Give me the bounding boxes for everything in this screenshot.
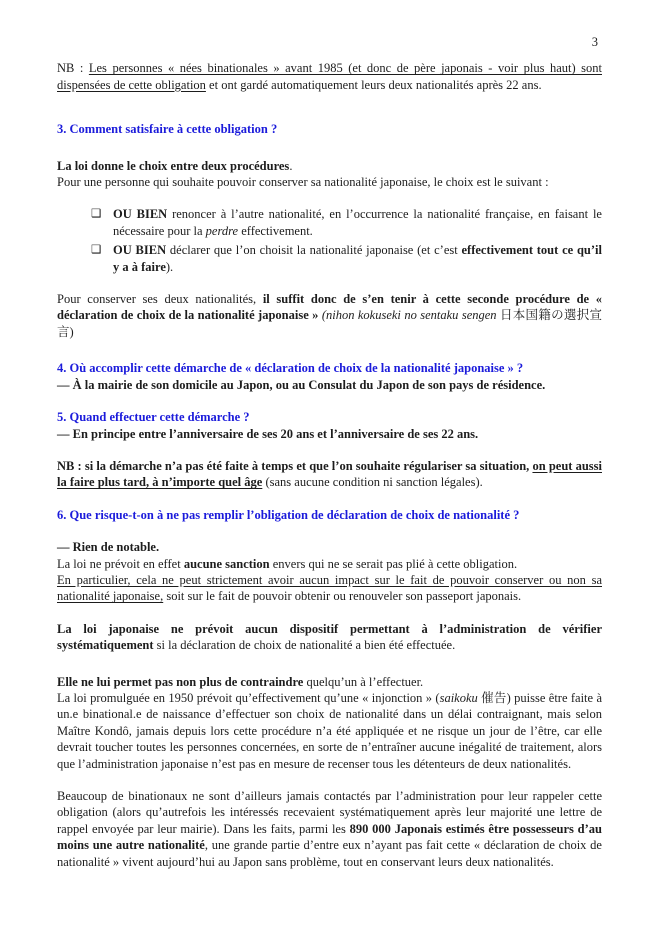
text-run: — Rien de notable. (57, 540, 160, 555)
text-run: 6. Que risque-t-on à ne pas remplir l’obligation de déclaration de choix de nationalité ? (57, 507, 520, 522)
paragraph (57, 556, 602, 572)
text-run: si la déclaration de choix de nationalité a bien été effectuée. (153, 638, 456, 653)
text-run: il suffit donc de s’en tenir à cette seconde procédure de « déclaration de choix de la nationalité japonaise » (57, 292, 603, 323)
text-run: Pour conserver ses deux nationalités, (57, 292, 263, 307)
paragraph (57, 539, 602, 555)
text-run: . (289, 158, 293, 173)
text-run: renoncer à l’autre nationalité, en l’occurrence la nationalité française, en faisant le nécessaire pour la (113, 207, 602, 238)
text-run: perdre (205, 223, 239, 238)
bullet-square-icon: ❑ (91, 208, 102, 221)
text-run: La loi promulguée en 1950 prévoit qu’effectivement qu’une « injonction » ( (57, 690, 440, 705)
text-run: (nihon kokuseki no sentaku sengen (321, 308, 497, 323)
paragraph (57, 690, 602, 772)
paragraph (57, 458, 602, 491)
paragraph (57, 572, 602, 605)
paragraph (57, 158, 602, 174)
text-run: 4. Où accomplir cette démarche de « déclaration de choix de la nationalité japonaise » ? (57, 361, 524, 376)
text-run: — À la mairie de son domicile au Japon, ou au Consulat du Japon de son pays de résidence. (57, 377, 546, 392)
text-run: effectivement tout ce qu’il y a à faire (113, 243, 602, 274)
section-heading (57, 507, 602, 523)
section-heading (57, 360, 602, 376)
paragraph (57, 60, 602, 93)
page-number: 3 (591, 35, 598, 49)
text-run: 日本国籍の選択宣言) (57, 308, 603, 339)
text-run: saikoku (439, 690, 478, 705)
text-run: 5. Quand effectuer cette démarche ? (57, 410, 250, 425)
text-run: aucune sanction (183, 556, 270, 571)
text-run: quelqu’un à l’effectuer. (303, 674, 424, 689)
text-run: 催告) puisse être faite à un.e binational.e de naissance d’effectuer son choix de nationalité dans un délai contraignant, mais selon Maître Kondô, jamais depuis lors cette procédure n’a été appliquée et ne risque un jour de l’être, car elle devrait toucher toutes les personnes concernées, en sorte de n’entraîner aucune inégalité de traitement, alors que l’administration japonaise n’est pas en mesure de recenser tous les détenteurs de deux nationalités. (57, 690, 603, 771)
text-run: on peut aussi la faire plus tard, à n’importe quel âge (57, 458, 602, 490)
paragraph (57, 788, 602, 870)
text-run: , une grande partie d’entre eux n’ayant pas fait cette « déclaration de choix de nationalité » vivent aujourd’hui au Japon sans problème, tout en conservant leurs deux nationalités. (57, 838, 602, 869)
list-item-text (113, 242, 602, 275)
text-run: et ont gardé automatiquement leurs deux nationalités après 22 ans. (205, 77, 542, 92)
text-run: OU BIEN (113, 243, 167, 258)
text-run: — En principe entre l’anniversaire de ses 20 ans et l’anniversaire de ses 22 ans. (57, 426, 479, 441)
page-header (57, 34, 602, 50)
text-run: effectivement. (238, 223, 313, 238)
section-heading (57, 121, 602, 137)
text-run: (sans aucune condition ni sanction légales). (262, 475, 483, 490)
text-run: 3. Comment satisfaire à cette obligation ? (57, 122, 278, 137)
text-run: Beaucoup de binationaux ne sont d’ailleurs jamais contactés par l’administration pour leur rappeler cette obligation (alors qu’autrefois les intéressés recevaient systématiquement après leur majorité une lettre de rappel envoyée par leur mairie). Dans les faits, parmi les (57, 789, 602, 836)
text-run: NB : (57, 61, 89, 76)
text-run: envers qui ne se serait pas plié à cette obligation. (269, 556, 518, 571)
section-heading (57, 409, 602, 425)
paragraph (57, 174, 602, 190)
list-item (57, 242, 602, 275)
text-run: OU BIEN (113, 207, 168, 222)
text-run: En particulier, cela ne peut strictement avoir aucun impact sur le fait de pouvoir conserver ou non sa nationalité japonaise, (57, 572, 602, 604)
paragraph (57, 674, 602, 690)
paragraph (57, 377, 602, 393)
text-run: soit sur le fait de pouvoir obtenir ou renouveler son passeport japonais. (163, 589, 522, 604)
text-run: La loi donne le choix entre deux procédures (57, 158, 290, 173)
text-run: Les personnes « nées binationales » avant 1985 (et donc de père japonais - voir plus haut) sont dispensées de cette obligation (57, 61, 602, 92)
text-run: La loi ne prévoit en effet (57, 556, 184, 571)
text-run: NB : si la démarche n’a pas été faite à temps et que l’on souhaite régulariser sa situation, (57, 458, 533, 473)
text-run: Elle ne lui permet pas non plus de contraindre (57, 674, 304, 689)
list-item (57, 206, 602, 239)
text-run: déclarer que l’on choisit la nationalité japonaise (et c’est (166, 243, 462, 258)
paragraph (57, 291, 602, 340)
text-run: ). (165, 259, 174, 274)
paragraph (57, 621, 602, 654)
bullet-list (57, 206, 602, 275)
document-content (57, 60, 602, 870)
paragraph (57, 426, 602, 442)
bullet-square-icon: ❑ (91, 244, 102, 257)
text-run: 890 000 Japonais estimés être possesseurs d’au moins une autre nationalité (57, 821, 603, 853)
list-item-text (113, 206, 602, 239)
text-run: La loi japonaise ne prévoit aucun dispositif permettant à l’administration de vérifier systématiquement (57, 621, 602, 653)
text-run: Pour une personne qui souhaite pouvoir conserver sa nationalité japonaise, le choix est le suivant : (57, 175, 549, 190)
